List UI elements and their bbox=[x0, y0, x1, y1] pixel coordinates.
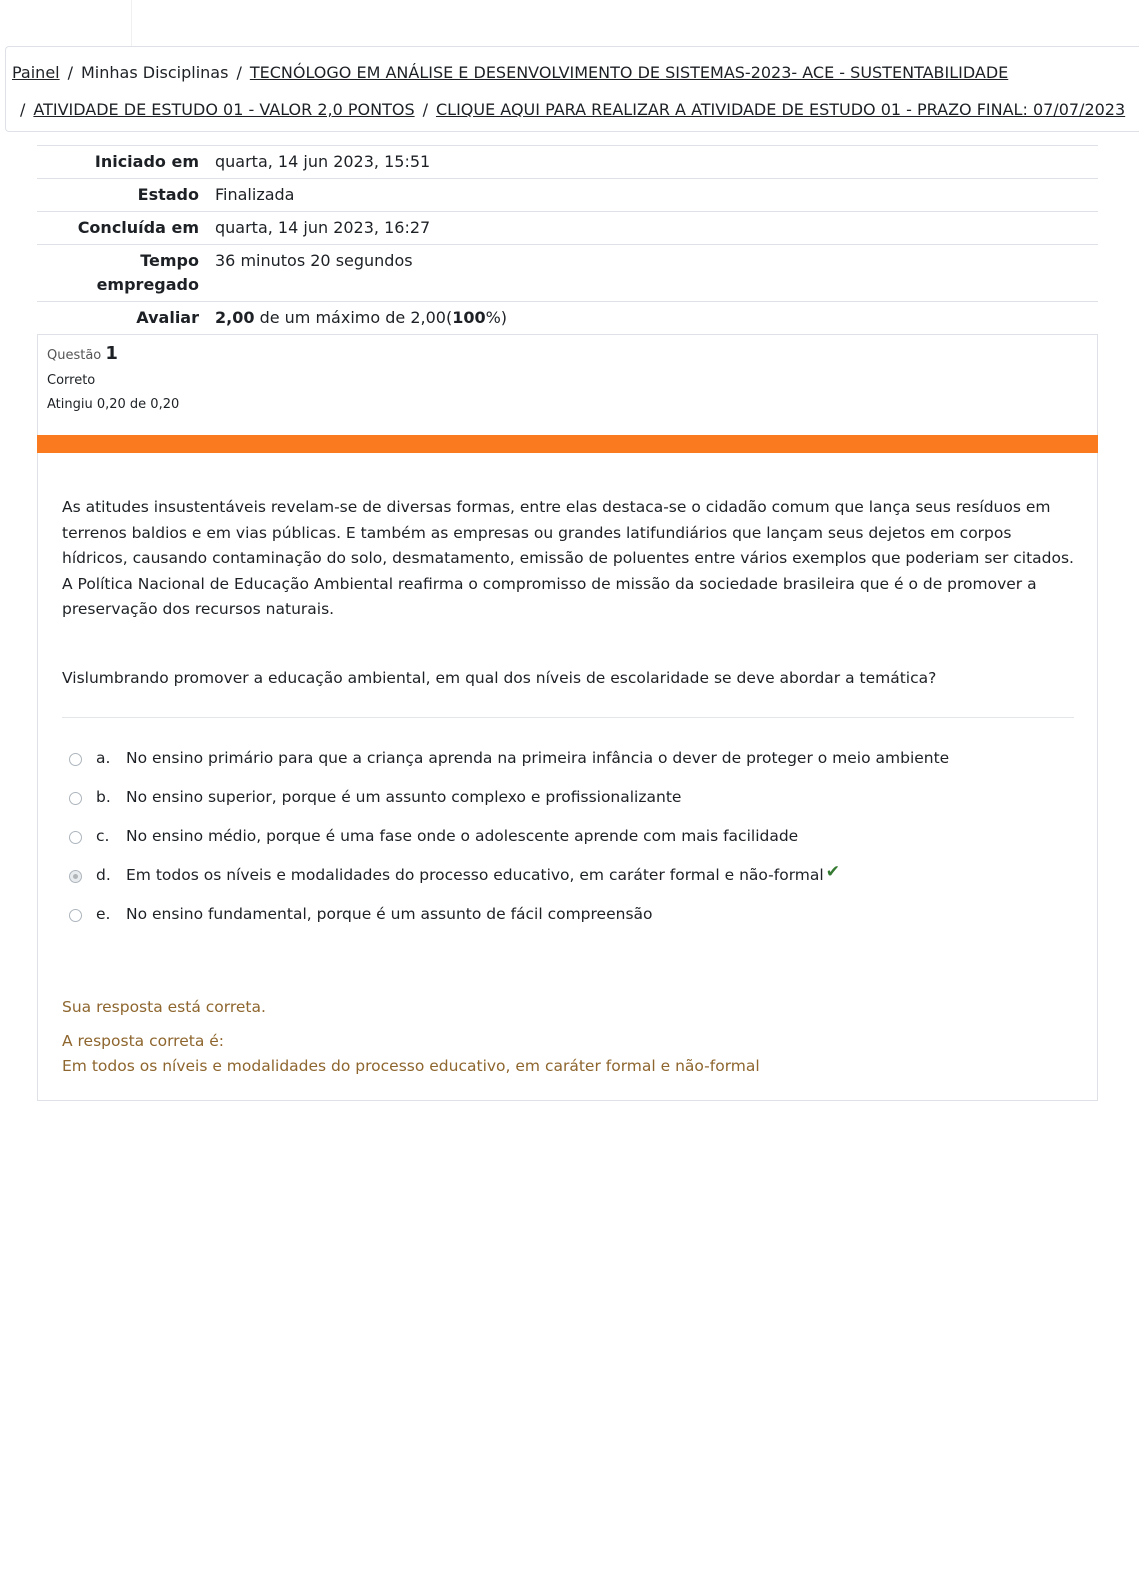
answer-letter: b. bbox=[96, 788, 111, 806]
summary-row-time bbox=[37, 245, 1098, 302]
breadcrumb-section-link[interactable]: ATIVIDADE DE ESTUDO 01 - VALOR 2,0 PONTOS bbox=[33, 100, 415, 119]
right-answer-label: A resposta correta é: bbox=[62, 1032, 225, 1050]
answer-option-c[interactable] bbox=[69, 827, 949, 866]
feedback-correct: Sua resposta está correta. bbox=[62, 998, 266, 1016]
summary-row-state bbox=[37, 179, 1098, 212]
breadcrumb-separator: / bbox=[236, 63, 242, 82]
grade-percent: 100 bbox=[452, 308, 486, 327]
right-answer-text: Em todos os níveis e modalidades do processo educativo, em caráter formal e não-formal bbox=[62, 1057, 760, 1075]
breadcrumb-activity-link[interactable]: CLIQUE AQUI PARA REALIZAR A ATIVIDADE DE ESTUDO 01 - PRAZO FINAL: 07/07/2023 bbox=[435, 100, 1126, 119]
answer-text: Em todos os níveis e modalidades do processo educativo, em caráter formal e não-formal bbox=[126, 866, 824, 884]
breadcrumb bbox=[5, 46, 1139, 132]
question-prompt: Vislumbrando promover a educação ambiental, em qual dos níveis de escolaridade se deve abordar a temática? bbox=[62, 668, 937, 687]
top-divider bbox=[131, 0, 132, 46]
question-label: Questão bbox=[47, 348, 102, 363]
grade-value bbox=[207, 302, 1098, 335]
state-value: Finalizada bbox=[215, 185, 295, 204]
answer-letter: d. bbox=[96, 866, 111, 884]
time-label-line2: empregado bbox=[96, 275, 199, 294]
started-label: Iniciado em bbox=[94, 152, 199, 171]
time-label-line1: Tempo bbox=[140, 251, 199, 270]
answer-option-a[interactable] bbox=[69, 749, 949, 788]
answer-letter: a. bbox=[96, 749, 111, 767]
breadcrumb-row-2 bbox=[20, 100, 1125, 119]
answer-divider bbox=[62, 717, 1074, 718]
breadcrumb-separator: / bbox=[20, 100, 26, 119]
answer-text: No ensino primário para que a criança aprenda na primeira infância o dever de proteger o meio ambiente bbox=[126, 749, 950, 767]
radio-b[interactable] bbox=[69, 792, 82, 805]
answer-option-d[interactable] bbox=[69, 862, 949, 905]
breadcrumb-course-link[interactable]: TECNÓLOGO EM ANÁLISE E DESENVOLVIMENTO DE SISTEMAS-2023- ACE - SUSTENTABILIDADE bbox=[249, 63, 1009, 82]
answer-option-e[interactable] bbox=[69, 905, 949, 944]
time-value: 36 minutos 20 segundos bbox=[215, 251, 413, 270]
answer-text: No ensino fundamental, porque é um assunto de fácil compreensão bbox=[126, 905, 653, 923]
correct-check-icon: ✔ bbox=[825, 862, 840, 882]
radio-e[interactable] bbox=[69, 909, 82, 922]
completed-value: quarta, 14 jun 2023, 16:27 bbox=[215, 218, 431, 237]
attempt-summary-table bbox=[37, 145, 1098, 335]
breadcrumb-separator: / bbox=[422, 100, 428, 119]
breadcrumb-courses: Minhas Disciplinas bbox=[81, 63, 229, 82]
question-number bbox=[47, 343, 179, 364]
radio-a[interactable] bbox=[69, 753, 82, 766]
answer-letter: e. bbox=[96, 905, 111, 923]
grade-score: 2,00 bbox=[215, 308, 255, 327]
question-card bbox=[37, 334, 1098, 1101]
started-value: quarta, 14 jun 2023, 15:51 bbox=[215, 152, 431, 171]
grade-label: Avaliar bbox=[136, 308, 199, 327]
question-info bbox=[47, 343, 179, 421]
summary-row-completed bbox=[37, 212, 1098, 245]
feedback-block bbox=[62, 995, 760, 1079]
state-label: Estado bbox=[137, 185, 199, 204]
breadcrumb-row-1 bbox=[12, 63, 1008, 82]
grade-end: %) bbox=[485, 308, 508, 327]
radio-d-selected[interactable] bbox=[69, 870, 82, 883]
question-accent-bar bbox=[37, 435, 1098, 453]
answer-list bbox=[69, 749, 949, 944]
question-text bbox=[62, 495, 1074, 734]
question-paragraph: As atitudes insustentáveis revelam-se de diversas formas, entre elas destaca-se o cidadão comum que lança seus resíduos em terrenos baldios e em vias públicas. E também as empresas ou grandes latifundiários que lançam seus dejetos em corpos hídricos, causando contaminação do solo, desmatamento, emissão de poluentes entre vários exemplos que poderiam ser citados. A Política Nacional de Educação Ambiental reafirma o compromisso de missão da sociedade brasileira que é o de promover a preservação dos recursos naturais. bbox=[62, 498, 1074, 618]
question-number-value: 1 bbox=[105, 343, 118, 364]
grade-max: de um máximo de 2,00( bbox=[254, 308, 453, 327]
completed-label: Concluída em bbox=[77, 218, 199, 237]
time-label bbox=[37, 245, 207, 302]
breadcrumb-home-link[interactable]: Painel bbox=[12, 63, 60, 82]
answer-text: No ensino superior, porque é um assunto complexo e profissionalizante bbox=[126, 788, 682, 806]
answer-text: No ensino médio, porque é uma fase onde o adolescente aprende com mais facilidade bbox=[126, 827, 799, 845]
answer-letter: c. bbox=[96, 827, 110, 845]
summary-row-grade bbox=[37, 302, 1098, 335]
question-status: Correto bbox=[47, 373, 96, 388]
summary-row-started bbox=[37, 146, 1098, 179]
answer-option-b[interactable] bbox=[69, 788, 949, 827]
breadcrumb-separator: / bbox=[67, 63, 73, 82]
radio-c[interactable] bbox=[69, 831, 82, 844]
question-mark: Atingiu 0,20 de 0,20 bbox=[47, 397, 180, 412]
